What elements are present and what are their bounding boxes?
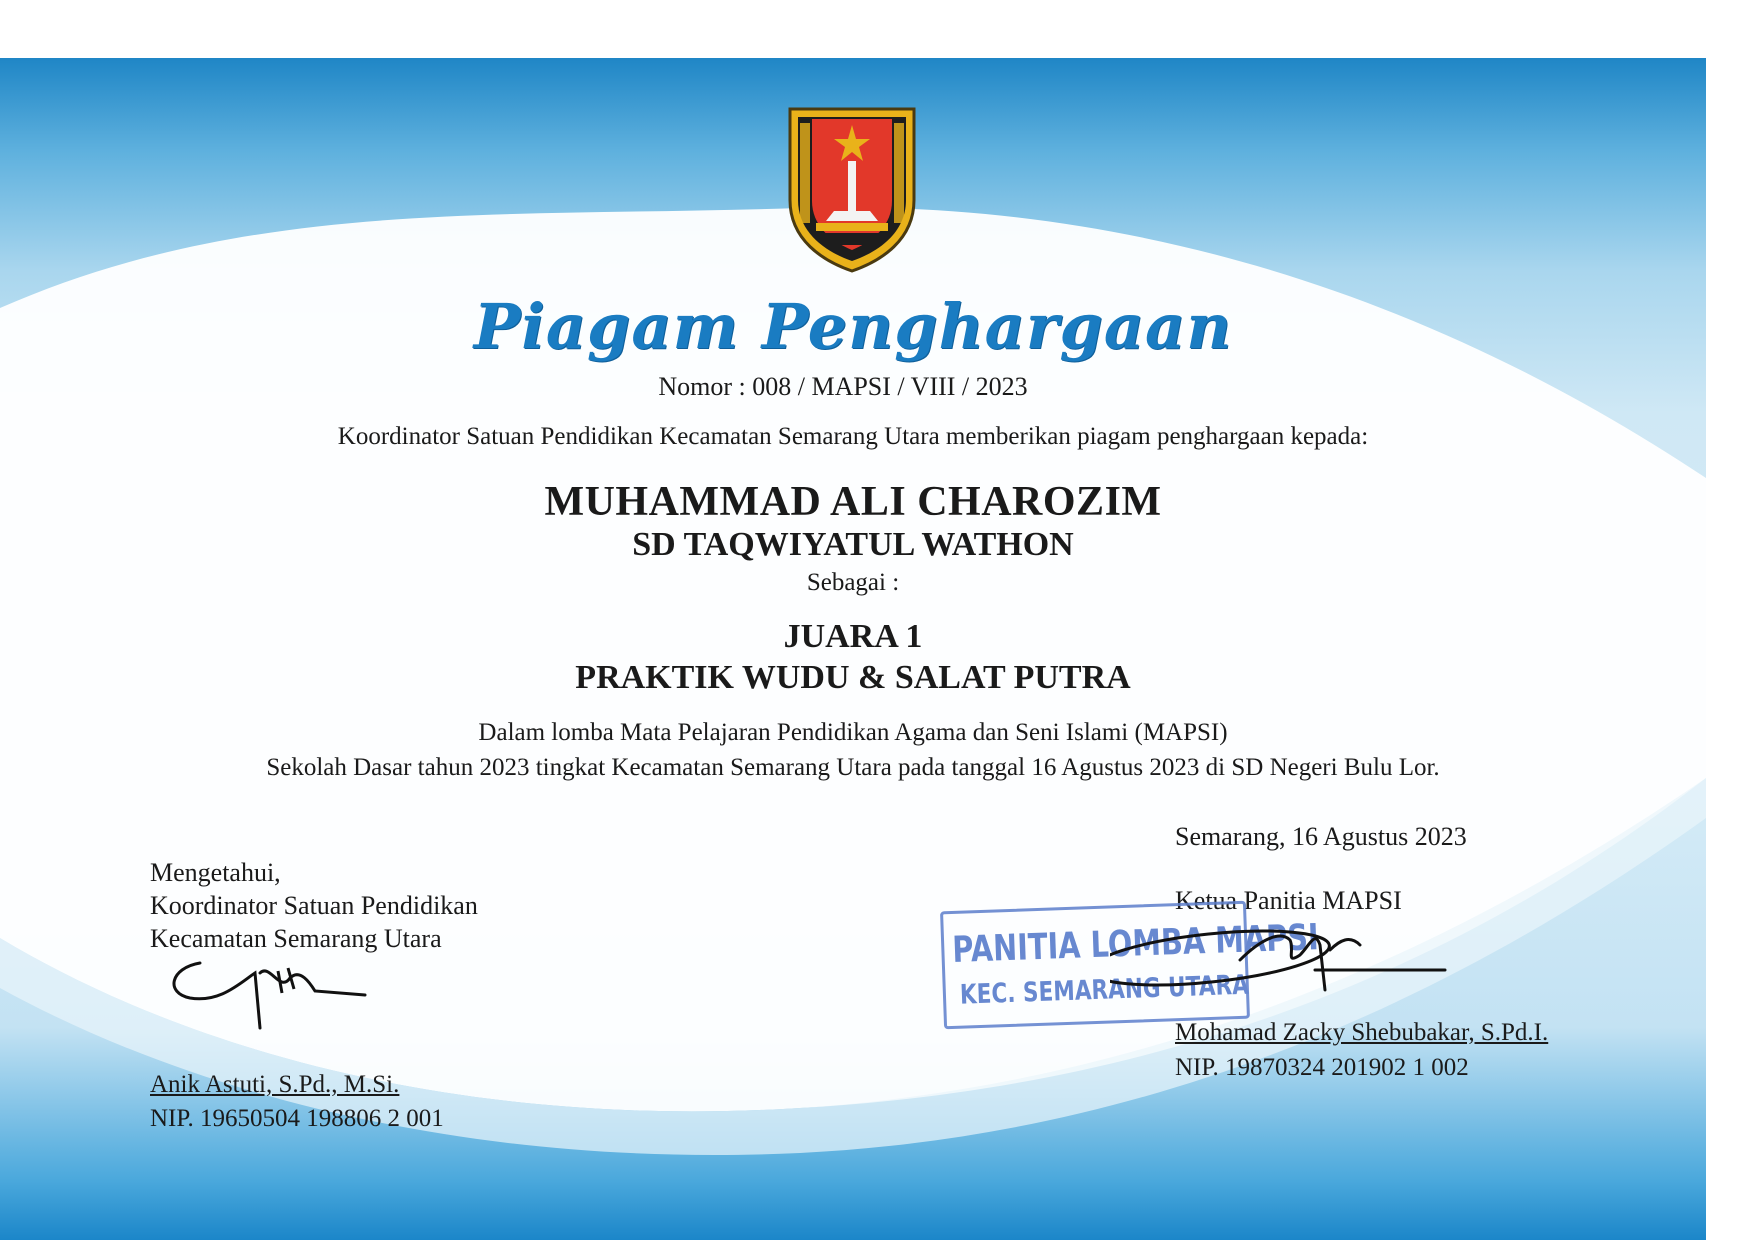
certificate-number: Nomor : 008 / MAPSI / VIII / 2023 — [658, 372, 1028, 401]
left-signatory-line-1: Mengetahui, — [150, 858, 281, 887]
coat-of-arms-icon — [786, 105, 918, 273]
recipient-name: MUHAMMAD ALI CHAROZIM — [544, 479, 1162, 525]
intro-text: Koordinator Satuan Pendidikan Kecamatan Semarang Utara memberikan piagam penghargaan kepada: — [337, 423, 1369, 450]
right-signature-image — [1110, 920, 1450, 1030]
award-title: JUARA 1 — [783, 618, 923, 655]
description-line-2: Sekolah Dasar tahun 2023 tingkat Kecamatan Semarang Utara pada tanggal 16 Agustus 2023 di SD Negeri Bulu Lor. — [266, 754, 1440, 781]
left-signatory-name: Anik Astuti, S.Pd., M.Si. — [150, 1071, 400, 1098]
right-signatory-nip: NIP. 19870324 201902 1 002 — [1175, 1054, 1469, 1081]
award-category: PRAKTIK WUDU & SALAT PUTRA — [575, 659, 1131, 696]
place-date: Semarang, 16 Agustus 2023 — [1175, 822, 1467, 851]
left-signatory-line-2: Koordinator Satuan Pendidikan — [150, 891, 478, 920]
certificate-title: Piagam Penghargaan — [473, 290, 1233, 363]
description-line-1: Dalam lomba Mata Pelajaran Pendidikan Agama dan Seni Islami (MAPSI) — [478, 719, 1228, 746]
left-signature-image — [160, 953, 370, 1033]
stamp-line-2: KEC. SEMARANG UTARA — [959, 969, 1250, 1011]
sebagai-label: Sebagai : — [806, 569, 900, 596]
recipient-school: SD TAQWIYATUL WATHON — [632, 526, 1074, 563]
right-signatory-role: Ketua Panitia MAPSI — [1175, 886, 1402, 915]
left-signatory-line-3: Kecamatan Semarang Utara — [150, 924, 442, 953]
certificate-sheet — [0, 58, 1706, 1240]
stamp-line-1: PANITIA LOMBA MAPSI — [951, 917, 1320, 971]
right-signatory-name: Mohamad Zacky Shebubakar, S.Pd.I. — [1175, 1019, 1549, 1046]
left-signatory-nip: NIP. 19650504 198806 2 001 — [150, 1105, 444, 1132]
